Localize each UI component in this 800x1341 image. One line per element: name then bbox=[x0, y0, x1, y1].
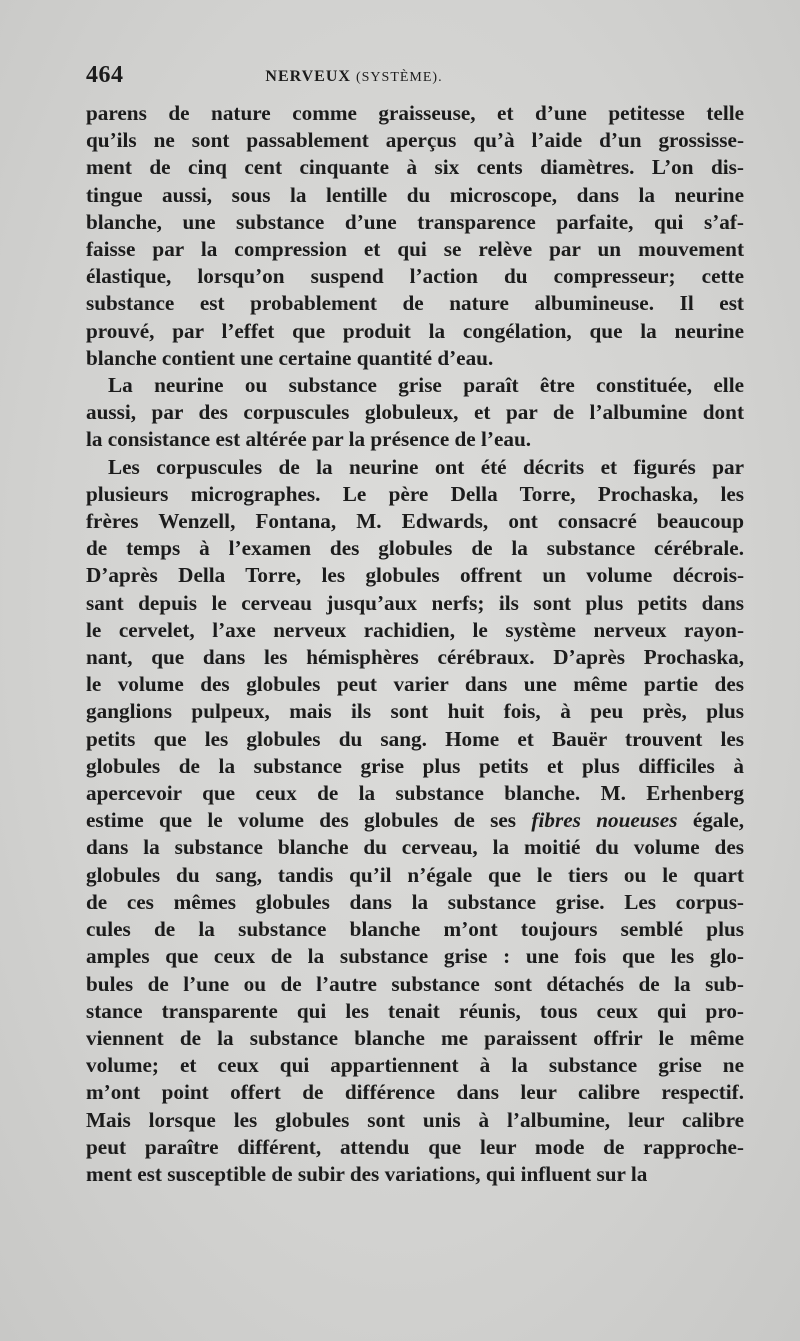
text-line: stance transparente qui les tenait réunis, tous ceux qui pro- bbox=[86, 998, 744, 1023]
text-line: globules de la substance grise plus petits et plus difficiles à bbox=[86, 753, 744, 778]
text-line: m’ont point offert de différence dans leur calibre respectif. bbox=[86, 1080, 744, 1105]
text-line: substance est probablement de nature albumineuse. Il est bbox=[86, 291, 744, 316]
text-line: ment de cinq cent cinquante à six cents diamètres. L’on dis- bbox=[86, 155, 744, 180]
text-line: prouvé, par l’effet que produit la congélation, que la neurine bbox=[86, 318, 744, 343]
text-line: sant depuis le cerveau jusqu’aux nerfs; ils sont plus petits dans bbox=[86, 590, 744, 615]
running-title-sub: (SYSTÈME). bbox=[355, 70, 443, 85]
paragraph bbox=[86, 372, 744, 454]
text-line: petits que les globules du sang. Home et Bauër trouvent les bbox=[86, 726, 744, 751]
text-line: blanche, une substance d’une transparence parfaite, qui s’af- bbox=[86, 209, 744, 234]
text-line: plusieurs micrographes. Le père Della Torre, Prochaska, les bbox=[86, 481, 744, 506]
text-line: frères Wenzell, Fontana, M. Edwards, ont consacré beaucoup bbox=[86, 509, 744, 534]
page-header bbox=[86, 62, 742, 96]
text-line: faisse par la compression et qui se relève par un mouvement bbox=[86, 237, 744, 262]
text-line: nant, que dans les hémisphères cérébraux. D’après Prochaska, bbox=[86, 645, 744, 670]
text-line: apercevoir que ceux de la substance blanche. M. Erhenberg bbox=[86, 781, 744, 806]
text-line: Les corpuscules de la neurine ont été décrits et figurés par bbox=[108, 454, 744, 479]
text-line: de ces mêmes globules dans la substance grise. Les corpus- bbox=[86, 889, 744, 914]
text-line: blanche contient une certaine quantité d’eau. bbox=[86, 345, 494, 370]
paragraph bbox=[86, 454, 744, 1188]
text-line: viennent de la substance blanche me paraissent offrir le même bbox=[86, 1025, 744, 1050]
text-line: bules de l’une ou de l’autre substance sont détachés de la sub- bbox=[86, 971, 744, 996]
text-line: La neurine ou substance grise paraît être constituée, elle bbox=[108, 373, 744, 398]
running-title-main: NERVEUX bbox=[265, 68, 351, 85]
text-line: élastique, lorsqu’on suspend l’action du compresseur; cette bbox=[86, 264, 744, 289]
page-number: 464 bbox=[86, 62, 124, 88]
text-line: globules du sang, tandis qu’il n’égale que le tiers ou le quart bbox=[86, 862, 744, 887]
text-line: parens de nature comme graisseuse, et d’une petitesse telle bbox=[86, 101, 744, 125]
body-text bbox=[86, 100, 744, 1188]
text-line: peut paraître différent, attendu que leur mode de rapproche- bbox=[86, 1134, 744, 1159]
text-line: cules de la substance blanche m’ont toujours semblé plus bbox=[86, 917, 744, 942]
text-line: D’après Della Torre, les globules offrent un volume décrois- bbox=[86, 563, 744, 588]
text-line: qu’ils ne sont passablement aperçus qu’à l’aide d’un grossisse- bbox=[86, 128, 744, 153]
text-line: ganglions pulpeux, mais ils sont huit fois, à peu près, plus bbox=[86, 699, 744, 724]
text-line: aussi, par des corpuscules globuleux, et par de l’albumine dont bbox=[86, 400, 744, 425]
text-line: Mais lorsque les globules sont unis à l’albumine, leur calibre bbox=[86, 1107, 744, 1132]
text-line: le cervelet, l’axe nerveux rachidien, le système nerveux rayon- bbox=[86, 617, 744, 642]
text-line: dans la substance blanche du cerveau, la moitié du volume des bbox=[86, 835, 744, 860]
text-line: estime que le volume des globules de ses fibres noueuses égale, bbox=[86, 808, 744, 833]
text-line: volume; et ceux qui appartiennent à la substance grise ne bbox=[86, 1053, 744, 1078]
text-line: amples que ceux de la substance grise : une fois que les glo- bbox=[86, 944, 744, 969]
text-line: ment est susceptible de subir des variations, qui influent sur la bbox=[86, 1161, 648, 1186]
text-line: le volume des globules peut varier dans une même partie des bbox=[86, 672, 744, 697]
text-line: tingue aussi, sous la lentille du microscope, dans la neurine bbox=[86, 182, 744, 207]
paragraph bbox=[86, 100, 744, 372]
text-line: la consistance est altérée par la présence de l’eau. bbox=[86, 427, 532, 452]
text-line: de temps à l’examen des globules de la substance cérébrale. bbox=[86, 536, 744, 561]
running-title bbox=[86, 68, 622, 86]
